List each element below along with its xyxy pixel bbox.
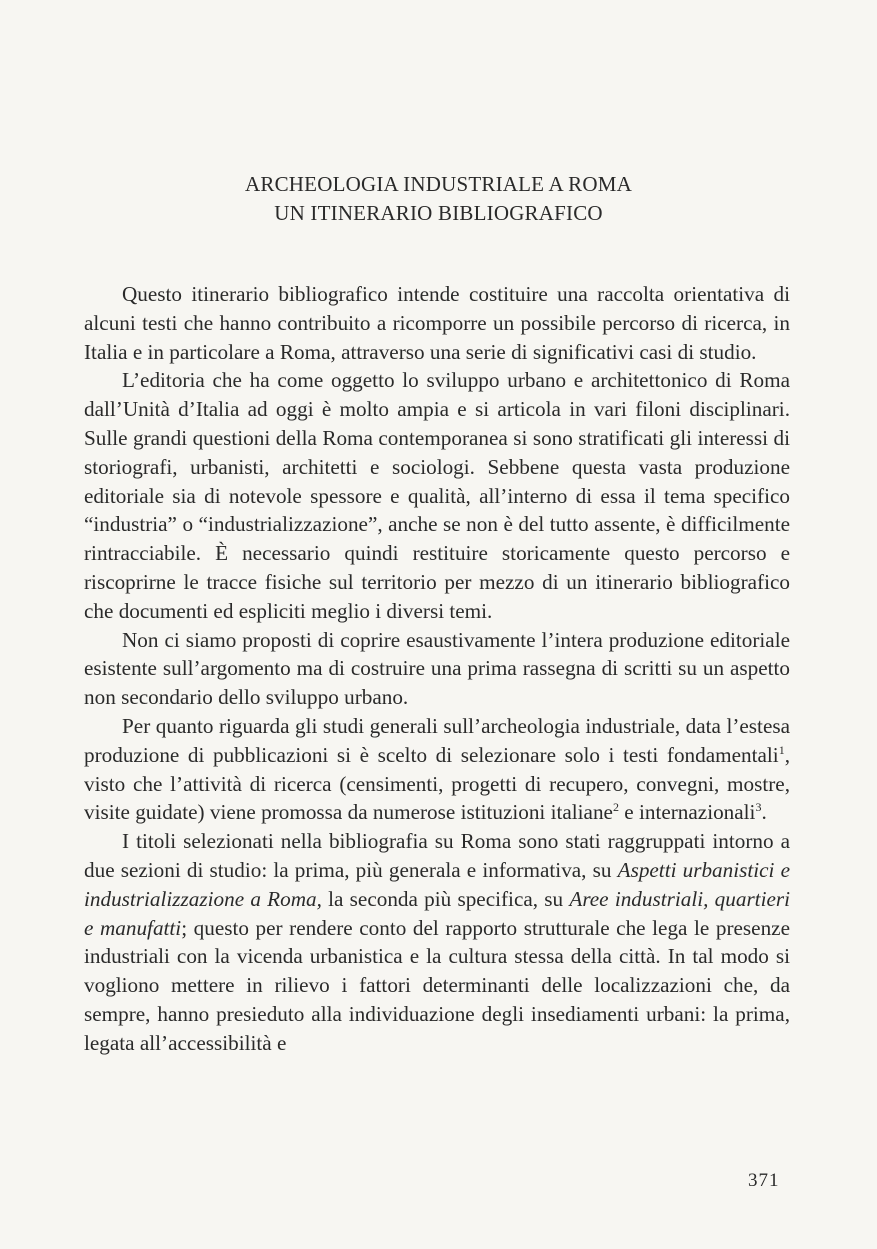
paragraph-5-text-a: I titoli selezionati nella bibliografia su Roma sono stati raggruppati intorno a due sezioni di studio: la prima, più generala e informativa, su <box>84 829 790 882</box>
paragraph-2: L’editoria che ha come oggetto lo sviluppo urbano e architettonico di Roma dall’Unità d’Italia ad oggi è molto ampia e si articola in vari filoni disciplinari. Sulle grandi questioni della Roma contemporanea si sono stratificati gli interessi di storiografi, urbanisti, architetti e sociologi. Sebbene questa vasta produzione editoriale sia di notevole spessore e qualità, all’interno di essa il tema specifico “industria” o “industrializzazione”, anche se non è del tutto assente, è difficilmente rintracciabile. È necessario quindi restituire storicamente questo percorso e riscoprirne le tracce fisiche sul territorio per mezzo di un itinerario bibliografico che documenti ed espliciti meglio i diversi temi. <box>84 368 790 623</box>
title-line-1: ARCHEOLOGIA INDUSTRIALE A ROMA <box>245 172 632 196</box>
page-number: 371 <box>748 1170 780 1191</box>
paragraph-5 <box>84 827 790 1057</box>
paragraph-1: Questo itinerario bibliografico intende costituire una raccolta orientativa di alcuni testi che hanno contribuito a ricomporre un possibile percorso di ricerca, in Italia e in particolare a Roma, attraverso una serie di significativi casi di studio. <box>84 282 790 364</box>
paragraph-5-italic-2: Aree industriali, quartieri e manufatti <box>84 886 790 940</box>
paragraph-3: Non ci siamo proposti di coprire esaustivamente l’intera produzione editoriale esistente sull’argomento ma di costruire una prima rassegna di scritti su un aspetto non secondario dello sviluppo urbano. <box>84 627 790 710</box>
footnote-ref-1: 1 <box>778 742 785 757</box>
paragraph-4-text-b: , visto che l’attività di ricerca (censimenti, progetti di recupero, convegni, mostre, visite guidate) viene promossa da numerose istituzioni italiane <box>84 742 790 825</box>
paragraph-4 <box>84 712 790 827</box>
paragraph-5-italic-1: Aspetti urbanistici e industrializzazione a Roma, <box>84 857 790 911</box>
title-line-2: UN ITINERARIO BIBLIOGRAFICO <box>274 201 603 225</box>
body-text <box>84 280 790 1058</box>
paragraph-5-text-b: la seconda più specifica, su <box>321 886 570 911</box>
paragraph-4-text-d: . <box>761 800 767 825</box>
footnote-ref-2: 2 <box>612 800 619 815</box>
paragraph-4-text-a: Per quanto riguarda gli studi generali sull’archeologia industriale, data l’estesa produzione di pubblicazioni si è scelto di selezionare solo i testi fondamentali <box>84 713 790 767</box>
paragraph-5-text-c: ; questo per rendere conto del rapporto strutturale che lega le presenze industriali con la vicenda urbanistica e la cultura stessa della città. In tal modo si vogliono mettere in rilievo i fattori determinanti delle localizzazioni che, da sempre, hanno presieduto alla individuazione degli insediamenti urbani: la prima, legata all’accessibilità e <box>84 915 790 1055</box>
page-title <box>0 170 877 228</box>
footnote-ref-3: 3 <box>755 800 762 815</box>
paragraph-4-text-c: e internazionali <box>618 800 756 825</box>
